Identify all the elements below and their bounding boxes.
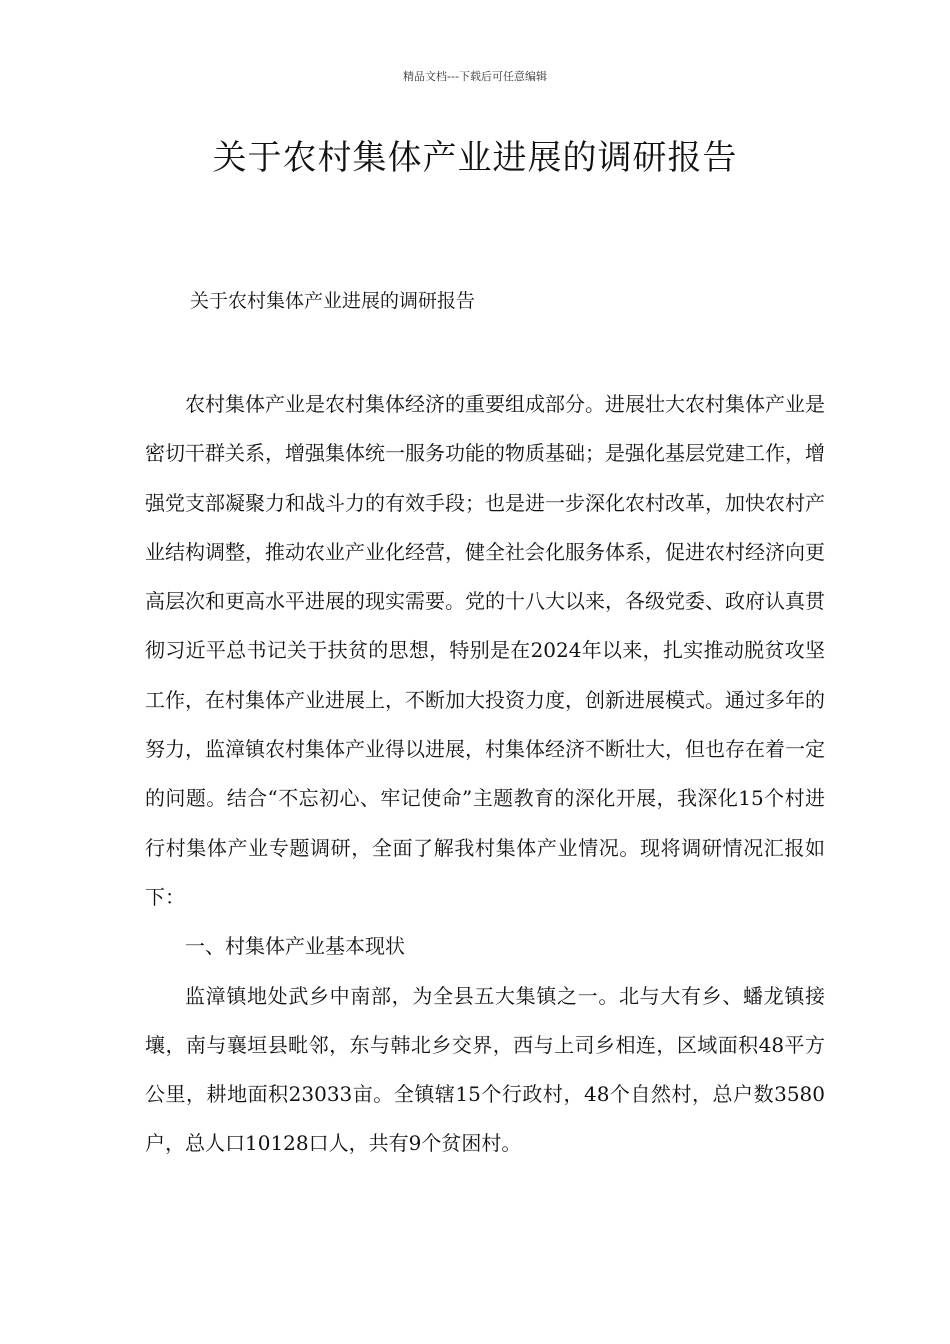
document-subtitle: 关于农村集体产业进展的调研报告 bbox=[190, 290, 476, 312]
paragraph-section-1: 监漳镇地处武乡中南部，为全县五大集镇之一。北与大有乡、蟠龙镇接壤，南与襄垣县毗邻，东与韩北乡交界，西与上司乡相连，区域面积48平方公里，耕地面积23033亩。全镇辖15个行政村，48个自然村，总户数3580户，总人口10128口人，共有9个贫困村。 bbox=[145, 983, 825, 1156]
header-note: 精品文档---下载后可任意编辑 bbox=[403, 70, 547, 83]
document-title: 关于农村集体产业进展的调研报告 bbox=[212, 138, 738, 178]
section-heading-1: 一、村集体产业基本现状 bbox=[185, 934, 405, 959]
document-body bbox=[145, 380, 825, 1169]
paragraph-intro: 农村集体产业是农村集体经济的重要组成部分。进展壮大农村集体产业是密切干群关系，增强集体统一服务功能的物质基础；是强化基层党建工作，增强党支部凝聚力和战斗力的有效手段；也是进一步深化农村改革，加快农村产业结构调整，推动农业产业化经营，健全社会化服务体系，促进农村经济向更高层次和更高水平进展的现实需要。党的十八大以来，各级党委、政府认真贯彻习近平总书记关于扶贫的思想，特别是在2024年以来，扎实推动脱贫攻坚工作，在村集体产业进展上，不断加大投资力度，创新进展模式。通过多年的努力，监漳镇农村集体产业得以进展，村集体经济不断壮大，但也存在着一定的问题。结合“不忘初心、牢记使命”主题教育的深化开展，我深化15个村进行村集体产业专题调研，全面了解我村集体产业情况。现将调研情况汇报如下： bbox=[145, 392, 825, 909]
